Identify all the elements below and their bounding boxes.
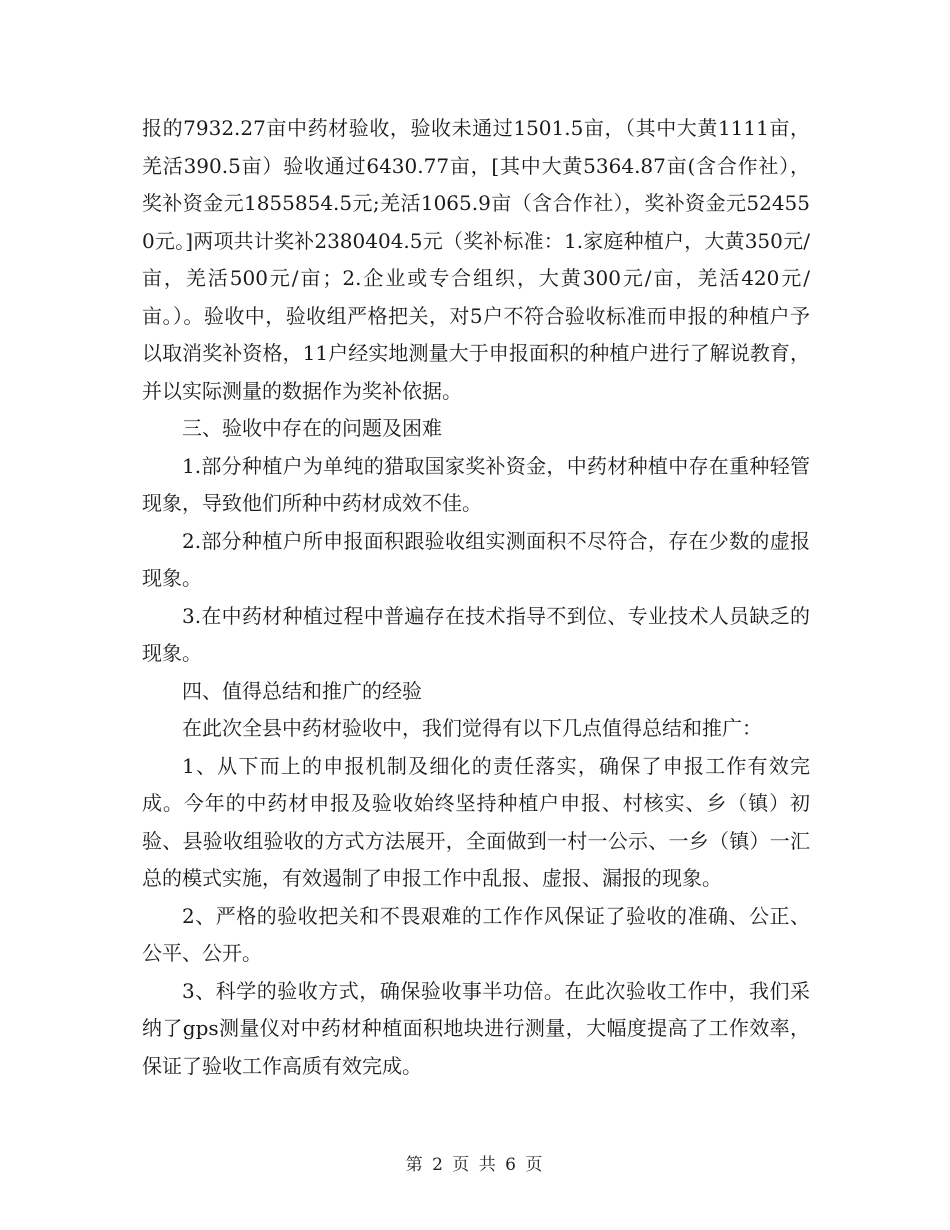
document-body <box>142 110 810 1085</box>
problem-item-3: 3.在中药材种植过程中普遍存在技术指导不到位、专业技术人员缺乏的现象。 <box>142 603 810 665</box>
experience-intro: 在此次全县中药材验收中，我们觉得有以下几点值得总结和推广： <box>182 716 762 740</box>
experience-item-2: 2、严格的验收把关和不畏艰难的工作作风保证了验收的准确、公正、公平、公开。 <box>142 903 810 965</box>
section-heading-problems: 三、验收中存在的问题及困难 <box>182 416 442 440</box>
problem-item-2: 2.部分种植户所申报面积跟验收组实测面积不尽符合，存在少数的虚报现象。 <box>142 528 810 590</box>
problem-item-1: 1.部分种植户为单纯的猎取国家奖补资金，中药材种植中存在重种轻管现象，导致他们所种中药材成效不佳。 <box>142 453 810 515</box>
experience-item-1: 1、从下而上的申报机制及细化的责任落实，确保了申报工作有效完成。今年的中药材申报及验收始终坚持种植户申报、村核实、乡（镇）初验、县验收组验收的方式方法展开，全面做到一村一公示、一乡（镇）一汇总的模式实施，有效遏制了申报工作中乱报、虚报、漏报的现象。 <box>142 753 810 890</box>
experience-item-3: 3、科学的验收方式，确保验收事半功倍。在此次验收工作中，我们采纳了gps测量仪对中药材种植面积地块进行测量，大幅度提高了工作效率，保证了验收工作高质有效完成。 <box>142 978 810 1078</box>
section-heading-experience: 四、值得总结和推广的经验 <box>182 678 422 703</box>
page-number-footer: 第 2 页 共 6 页 <box>405 1155 545 1175</box>
paragraph-acceptance-results: 报的7932.27亩中药材验收，验收未通过1501.5亩，（其中大黄1111亩，羌活390.5亩）验收通过6430.77亩，[其中大黄5364.87亩(含合作社），奖补资金元1855854.5元;羌活1065.9亩（含合作社），奖补资金元524550元。]两项共计奖补2380404.5元（奖补标准：1.家庭种植户，大黄350元/亩，羌活500元/亩；2.企业或专合组织，大黄300元/亩，羌活420元/亩。）。验收中，验收组严格把关，对5户不符合验收标准而申报的种植户予以取消奖补资格，11户经实地测量大于申报面积的种植户进行了解说教育，并以实际测量的数据作为奖补依据。 <box>142 116 810 403</box>
